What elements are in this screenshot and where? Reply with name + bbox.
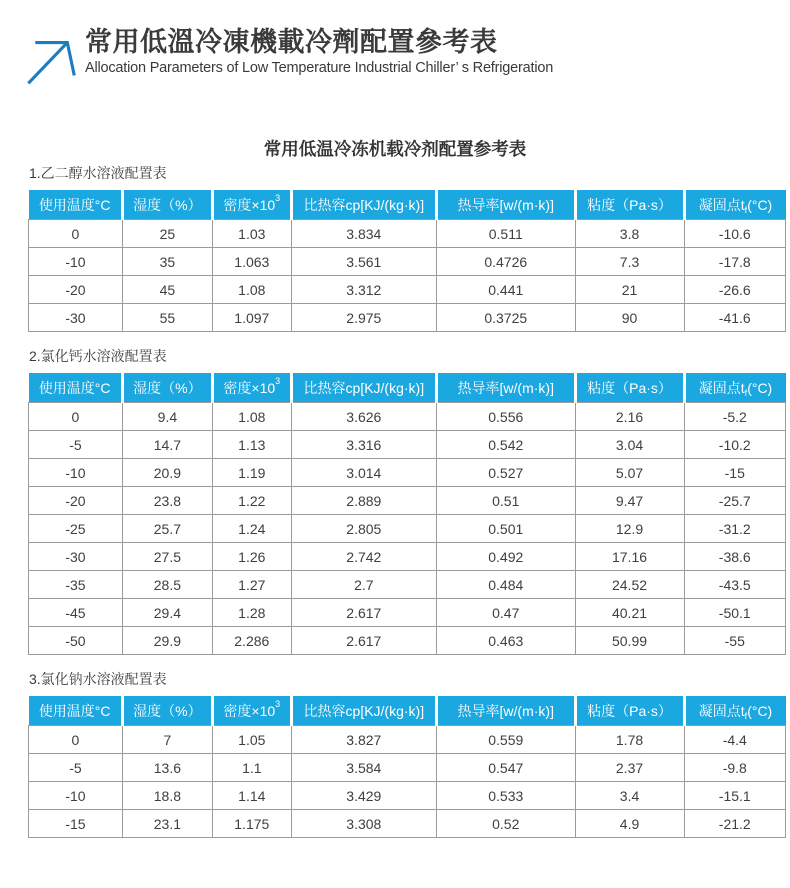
cell: 23.1 xyxy=(122,810,212,838)
column-header: 比热容cp[KJ/(kg·k)] xyxy=(291,373,436,403)
cell: 3.429 xyxy=(291,782,436,810)
cell: 1.24 xyxy=(212,515,291,543)
column-header: 粘度（Pa·s） xyxy=(575,190,684,220)
header-row xyxy=(29,373,786,403)
cell: 23.8 xyxy=(122,487,212,515)
header-subtitle: Allocation Parameters of Low Temperature Industrial Chiller’ s Refrigeration xyxy=(85,60,554,77)
section-label: 2.氯化钙水溶液配置表 xyxy=(29,348,167,364)
cell: 35 xyxy=(122,248,212,276)
column-header: 使用温度°C xyxy=(29,190,123,220)
column-header: 密度$\times 10^3$ xyxy=(212,696,291,726)
cell: 24.52 xyxy=(575,571,684,599)
cell: 28.5 xyxy=(122,571,212,599)
cell: 2.889 xyxy=(291,487,436,515)
header-row xyxy=(29,696,786,726)
cell: 1.175 xyxy=(212,810,291,838)
cell: 1.19 xyxy=(212,459,291,487)
cell: -15.1 xyxy=(684,782,785,810)
cell: 0.52 xyxy=(437,810,576,838)
cell: -4.4 xyxy=(684,726,785,754)
cell: 0.556 xyxy=(437,403,576,431)
cell: -21.2 xyxy=(684,810,785,838)
column-header: 热导率[w/(m·k)] xyxy=(437,373,576,403)
cell: -10.2 xyxy=(684,431,785,459)
cell: -5 xyxy=(29,431,123,459)
cell: -26.6 xyxy=(684,276,785,304)
table-row xyxy=(29,810,786,838)
cell: 2.286 xyxy=(212,627,291,655)
cell: 0 xyxy=(29,403,123,431)
cell: 0.463 xyxy=(437,627,576,655)
table-section-1 xyxy=(28,165,786,332)
cell: -25.7 xyxy=(684,487,785,515)
cell: 20.9 xyxy=(122,459,212,487)
cell: 1.27 xyxy=(212,571,291,599)
cell: 1.063 xyxy=(212,248,291,276)
page-header xyxy=(0,0,790,89)
cell: -9.8 xyxy=(684,754,785,782)
column-header: 粘度（Pa·s） xyxy=(575,373,684,403)
cell: 25 xyxy=(122,220,212,248)
table-row xyxy=(29,571,786,599)
cell: 18.8 xyxy=(122,782,212,810)
column-header: 凝固点$t_f(^\circ C)$ xyxy=(684,190,785,220)
cell: 0.3725 xyxy=(437,304,576,332)
column-header: 凝固点$t_f(^\circ C)$ xyxy=(684,373,785,403)
table-row xyxy=(29,220,786,248)
cell: -50 xyxy=(29,627,123,655)
cell: 0.547 xyxy=(437,754,576,782)
cell: 4.9 xyxy=(575,810,684,838)
cell: 1.08 xyxy=(212,403,291,431)
cell: 2.617 xyxy=(291,627,436,655)
cell: 2.805 xyxy=(291,515,436,543)
cell: -20 xyxy=(29,487,123,515)
cell: 14.7 xyxy=(122,431,212,459)
cell: -45 xyxy=(29,599,123,627)
column-header: 湿度（%） xyxy=(122,373,212,403)
cell: 90 xyxy=(575,304,684,332)
cell: 1.13 xyxy=(212,431,291,459)
cell: 17.16 xyxy=(575,543,684,571)
cell: 0.511 xyxy=(437,220,576,248)
cell: 2.617 xyxy=(291,599,436,627)
cell: -25 xyxy=(29,515,123,543)
cell: 1.097 xyxy=(212,304,291,332)
cell: -43.5 xyxy=(684,571,785,599)
cell: -10 xyxy=(29,248,123,276)
cell: 3.8 xyxy=(575,220,684,248)
cell: -55 xyxy=(684,627,785,655)
column-header: 湿度（%） xyxy=(122,696,212,726)
cell: 12.9 xyxy=(575,515,684,543)
data-table-3 xyxy=(28,696,786,838)
table-section-2 xyxy=(28,348,786,655)
header-text-block xyxy=(85,26,553,76)
column-header: 比热容cp[KJ/(kg·k)] xyxy=(291,696,436,726)
cell: -10 xyxy=(29,459,123,487)
tables-container xyxy=(28,165,786,838)
cell: 3.4 xyxy=(575,782,684,810)
cell: 1.05 xyxy=(212,726,291,754)
table-section-3 xyxy=(28,671,786,838)
table-row xyxy=(29,487,786,515)
column-header: 热导率[w/(m·k)] xyxy=(437,696,576,726)
cell: 0 xyxy=(29,726,123,754)
table-row xyxy=(29,248,786,276)
table-row xyxy=(29,304,786,332)
arrow-up-right-icon xyxy=(24,29,76,89)
cell: 1.26 xyxy=(212,543,291,571)
cell: -30 xyxy=(29,543,123,571)
cell: -30 xyxy=(29,304,123,332)
cell: 3.014 xyxy=(291,459,436,487)
cell: -35 xyxy=(29,571,123,599)
cell: 0.492 xyxy=(437,543,576,571)
cell: 1.78 xyxy=(575,726,684,754)
cell: -41.6 xyxy=(684,304,785,332)
cell: 0.47 xyxy=(437,599,576,627)
column-header: 使用温度°C xyxy=(29,696,123,726)
table-row xyxy=(29,754,786,782)
cell: 45 xyxy=(122,276,212,304)
cell: 13.6 xyxy=(122,754,212,782)
cell: 1.14 xyxy=(212,782,291,810)
column-header: 使用温度°C xyxy=(29,373,123,403)
cell: -10.6 xyxy=(684,220,785,248)
table-row xyxy=(29,627,786,655)
cell: -15 xyxy=(684,459,785,487)
data-table-1 xyxy=(28,190,786,332)
cell: 0.559 xyxy=(437,726,576,754)
cell: -31.2 xyxy=(684,515,785,543)
cell: 2.742 xyxy=(291,543,436,571)
column-header: 比热容cp[KJ/(kg·k)] xyxy=(291,190,436,220)
cell: 21 xyxy=(575,276,684,304)
table-row xyxy=(29,459,786,487)
cell: 29.4 xyxy=(122,599,212,627)
header-title: 常用低溫冷凍機載冷劑配置參考表 xyxy=(85,27,498,57)
cell: 3.312 xyxy=(291,276,436,304)
cell: -10 xyxy=(29,782,123,810)
cell: -15 xyxy=(29,810,123,838)
column-header: 热导率[w/(m·k)] xyxy=(437,190,576,220)
cell: 7 xyxy=(122,726,212,754)
cell: 9.4 xyxy=(122,403,212,431)
cell: 3.308 xyxy=(291,810,436,838)
cell: -17.8 xyxy=(684,248,785,276)
section-label: 3.氯化钠水溶液配置表 xyxy=(29,671,167,687)
header-row xyxy=(29,190,786,220)
data-table-2 xyxy=(28,373,786,655)
cell: 9.47 xyxy=(575,487,684,515)
cell: 3.561 xyxy=(291,248,436,276)
cell: 50.99 xyxy=(575,627,684,655)
cell: 29.9 xyxy=(122,627,212,655)
cell: 3.584 xyxy=(291,754,436,782)
cell: 25.7 xyxy=(122,515,212,543)
cell: 3.827 xyxy=(291,726,436,754)
table-row xyxy=(29,403,786,431)
cell: 3.04 xyxy=(575,431,684,459)
cell: 5.07 xyxy=(575,459,684,487)
table-row xyxy=(29,726,786,754)
cell: -5 xyxy=(29,754,123,782)
table-row xyxy=(29,782,786,810)
cell: 3.834 xyxy=(291,220,436,248)
cell: 0.441 xyxy=(437,276,576,304)
cell: 2.7 xyxy=(291,571,436,599)
table-row xyxy=(29,276,786,304)
cell: 1.22 xyxy=(212,487,291,515)
cell: 1.03 xyxy=(212,220,291,248)
cell: 27.5 xyxy=(122,543,212,571)
column-header: 粘度（Pa·s） xyxy=(575,696,684,726)
cell: -20 xyxy=(29,276,123,304)
cell: 1.08 xyxy=(212,276,291,304)
cell: 0.484 xyxy=(437,571,576,599)
cell: 2.975 xyxy=(291,304,436,332)
cell: 7.3 xyxy=(575,248,684,276)
cell: 0 xyxy=(29,220,123,248)
cell: 0.501 xyxy=(437,515,576,543)
cell: 2.16 xyxy=(575,403,684,431)
column-header: 密度$\times 10^3$ xyxy=(212,373,291,403)
cell: 3.316 xyxy=(291,431,436,459)
table-row xyxy=(29,431,786,459)
cell: 0.542 xyxy=(437,431,576,459)
cell: 1.1 xyxy=(212,754,291,782)
cell: 3.626 xyxy=(291,403,436,431)
cell: 0.4726 xyxy=(437,248,576,276)
cell: -5.2 xyxy=(684,403,785,431)
section-label: 1.乙二醇水溶液配置表 xyxy=(29,165,167,181)
column-header: 密度$\times 10^3$ xyxy=(212,190,291,220)
cell: 0.51 xyxy=(437,487,576,515)
cell: 40.21 xyxy=(575,599,684,627)
document-title: 常用低温冷冻机载冷剂配置参考表 xyxy=(263,139,527,159)
table-row xyxy=(29,599,786,627)
table-row xyxy=(29,515,786,543)
cell: 0.533 xyxy=(437,782,576,810)
cell: 55 xyxy=(122,304,212,332)
cell: 2.37 xyxy=(575,754,684,782)
column-header: 湿度（%） xyxy=(122,190,212,220)
cell: -38.6 xyxy=(684,543,785,571)
column-header: 凝固点$t_f(^\circ C)$ xyxy=(684,696,785,726)
cell: 0.527 xyxy=(437,459,576,487)
table-row xyxy=(29,543,786,571)
cell: 1.28 xyxy=(212,599,291,627)
cell: -50.1 xyxy=(684,599,785,627)
